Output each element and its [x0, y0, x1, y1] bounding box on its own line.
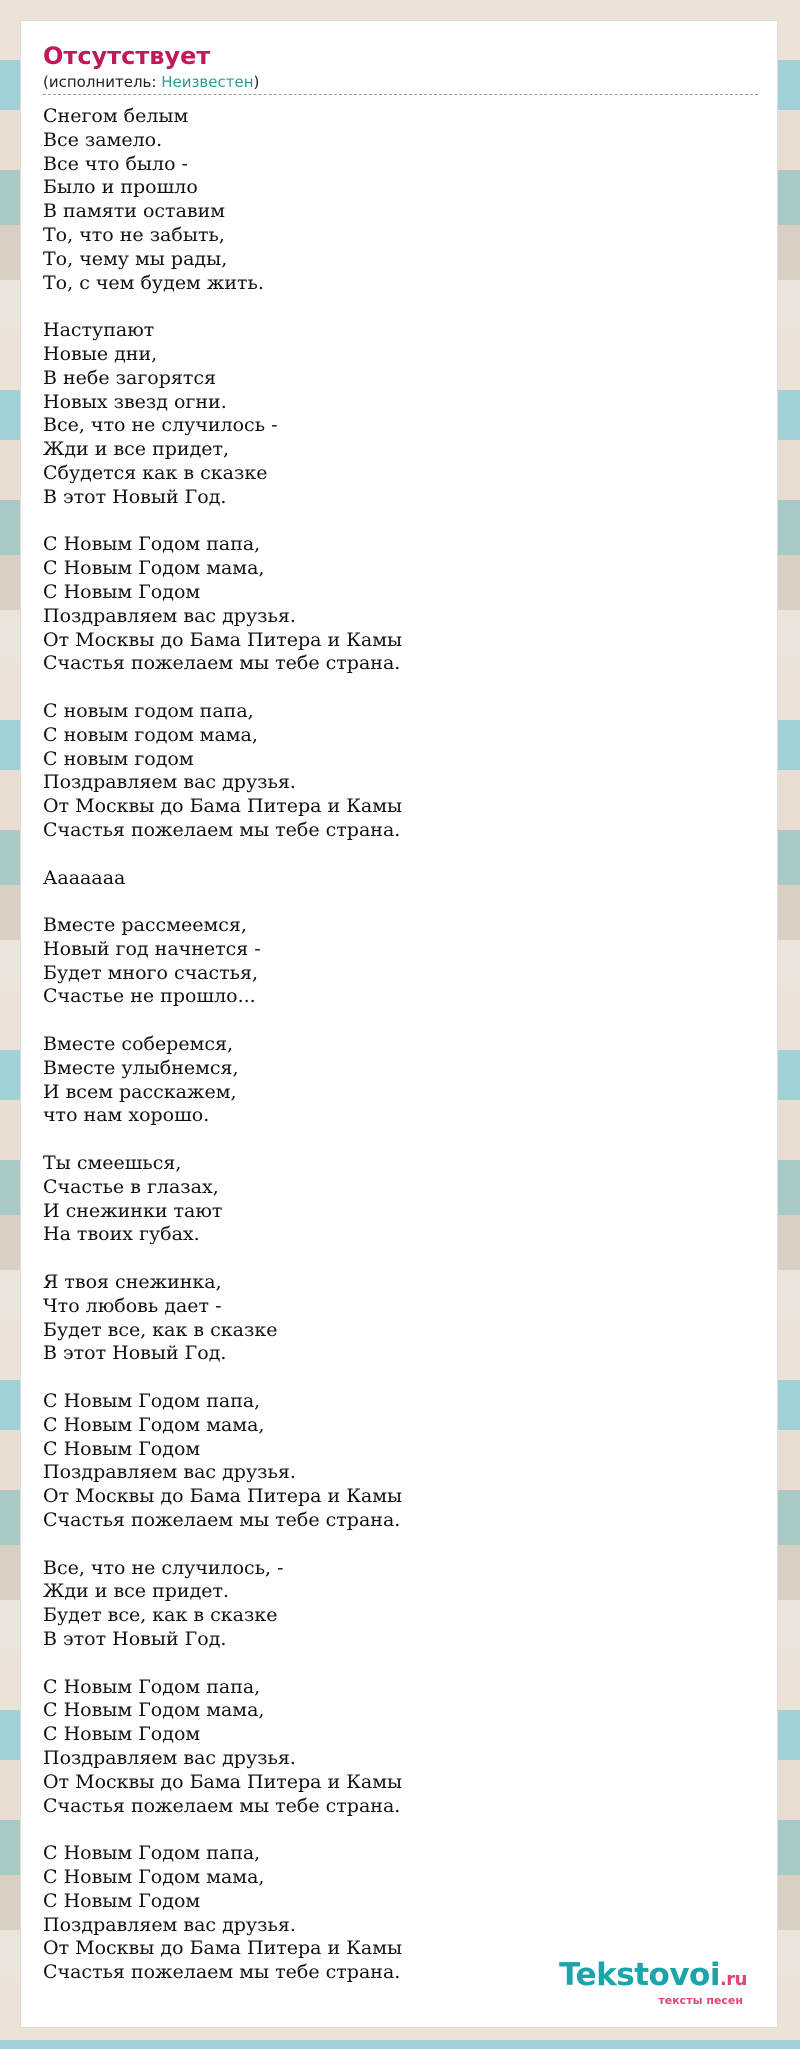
lyric-line: Все что было - [43, 152, 188, 175]
lyric-line: Поздравляем вас друзья. [43, 1746, 296, 1769]
song-title: Отсутствует [43, 42, 211, 70]
lyric-line: Счастья пожелаем мы тебе страна. [43, 652, 401, 675]
lyric-line: С Новым Годом [43, 1889, 201, 1912]
lyric-line: Счастья пожелаем мы тебе страна. [43, 1509, 401, 1532]
lyric-line: Поздравляем вас друзья. [43, 1913, 296, 1936]
lyric-blank-line [43, 1652, 755, 1676]
lyric-line: Будет все, как в сказке [43, 1318, 278, 1341]
lyric-line: То, что не забыть, [43, 223, 225, 246]
lyric-line: Я твоя снежинка, [43, 1271, 222, 1294]
logo-domain: .ru [719, 1969, 747, 1990]
lyric-line: Ааааааа [43, 866, 126, 889]
lyric-line: В этот Новый Год. [43, 485, 227, 508]
lyric-blank-line [43, 1128, 755, 1152]
lyric-line: Все замело. [43, 128, 163, 151]
lyric-line: Жди и все придет, [43, 438, 230, 461]
lyric-line: Все, что не случилось - [43, 414, 278, 437]
lyric-line: То, чему мы рады, [43, 247, 228, 270]
lyric-line: И снежинки тают [43, 1199, 223, 1222]
lyric-line: С Новым Годом [43, 1723, 201, 1746]
lyrics-text [43, 105, 755, 1985]
lyric-line: С Новым Годом [43, 1437, 201, 1460]
artist-prefix: (исполнитель: [43, 73, 162, 91]
lyric-line: В памяти оставим [43, 200, 226, 223]
lyric-line: С Новым Годом папа, [43, 1675, 261, 1698]
lyric-line: С Новым Годом папа, [43, 1842, 261, 1865]
lyric-line: Снегом белым [43, 105, 189, 127]
lyric-line: От Москвы до Бама Питера и Камы [43, 1485, 403, 1508]
lyric-line: Счастье не прошло... [43, 985, 256, 1008]
lyric-line: С Новым Годом мама, [43, 1413, 265, 1436]
lyric-line: С Новым Годом мама, [43, 557, 265, 580]
lyric-line: На твоих губах. [43, 1223, 200, 1246]
lyric-line: В этот Новый Год. [43, 1342, 227, 1365]
lyric-line: что нам хорошо. [43, 1104, 210, 1127]
lyric-line: В этот Новый Год. [43, 1628, 227, 1650]
lyric-blank-line [43, 1247, 755, 1271]
lyrics-card [20, 20, 778, 2028]
lyric-line: Наступают [43, 319, 155, 342]
lyric-line: Вместе рассмеемся, [43, 914, 247, 937]
lyric-blank-line [43, 890, 755, 914]
lyric-line: От Москвы до Бама Питера и Камы [43, 628, 403, 651]
lyric-line: С Новым Годом папа, [43, 1390, 261, 1413]
lyric-line: В небе загорятся [43, 366, 217, 389]
artist-suffix: ) [253, 73, 260, 91]
lyric-line: От Москвы до Бама Питера и Камы [43, 1937, 403, 1960]
lyric-line: Поздравляем вас друзья. [43, 604, 296, 627]
lyric-line: От Москвы до Бама Питера и Камы [43, 795, 403, 818]
lyric-line: Будет все, как в сказке [43, 1604, 278, 1627]
lyric-line: Жди и все придет. [43, 1580, 230, 1603]
lyric-blank-line [43, 843, 755, 867]
lyric-blank-line [43, 1009, 755, 1033]
lyric-line: Ты смеешься, [43, 1152, 182, 1175]
lyric-line: Что любовь дает - [43, 1294, 222, 1317]
lyric-line: Вместе улыбнемся, [43, 1056, 239, 1079]
lyric-line: И всем расскажем, [43, 1080, 237, 1103]
lyric-line: Поздравляем вас друзья. [43, 1461, 296, 1484]
lyric-line: Новый год начнется - [43, 937, 261, 960]
lyric-line: Счастье в глазах, [43, 1175, 219, 1198]
lyric-line: То, с чем будем жить. [43, 271, 264, 294]
lyrics-content [43, 41, 755, 1985]
lyric-blank-line [43, 295, 755, 319]
lyric-line: Сбудется как в сказке [43, 461, 268, 484]
artist-line [43, 73, 758, 95]
lyric-line: Вместе соберемся, [43, 1033, 234, 1056]
lyric-blank-line [43, 1533, 755, 1557]
lyric-line: С Новым Годом мама, [43, 1865, 265, 1888]
lyric-blank-line [43, 1366, 755, 1390]
lyric-line: Было и прошло [43, 176, 198, 199]
lyric-line: С новым годом мама, [43, 723, 258, 746]
lyric-line: Поздравляем вас друзья. [43, 771, 296, 794]
lyric-line: С Новым Годом мама, [43, 1699, 265, 1722]
lyric-line: От Москвы до Бама Питера и Камы [43, 1770, 403, 1793]
lyric-line: Счастья пожелаем мы тебе страна. [43, 818, 401, 841]
lyric-line: Новых звезд огни. [43, 390, 227, 413]
site-logo[interactable] [559, 1958, 747, 2007]
lyric-line: С Новым Годом [43, 580, 201, 603]
lyric-blank-line [43, 676, 755, 700]
lyric-line: С Новым Годом папа, [43, 533, 261, 556]
lyric-line: С новым годом [43, 747, 194, 770]
artist-link[interactable]: Неизвестен [161, 73, 254, 91]
lyric-line: Счастья пожелаем мы тебе страна. [43, 1961, 401, 1984]
lyric-line: Новые дни, [43, 342, 158, 365]
logo-name: Tekstovoi [559, 1957, 720, 1993]
lyric-line: Все, что не случилось, - [43, 1556, 284, 1579]
logo-tagline: тексты песен [658, 1994, 743, 2007]
lyric-line: Будет много счастья, [43, 961, 259, 984]
lyric-line: Счастья пожелаем мы тебе страна. [43, 1794, 401, 1817]
lyric-line: С новым годом папа, [43, 699, 254, 722]
lyric-blank-line [43, 510, 755, 534]
lyric-blank-line [43, 1818, 755, 1842]
